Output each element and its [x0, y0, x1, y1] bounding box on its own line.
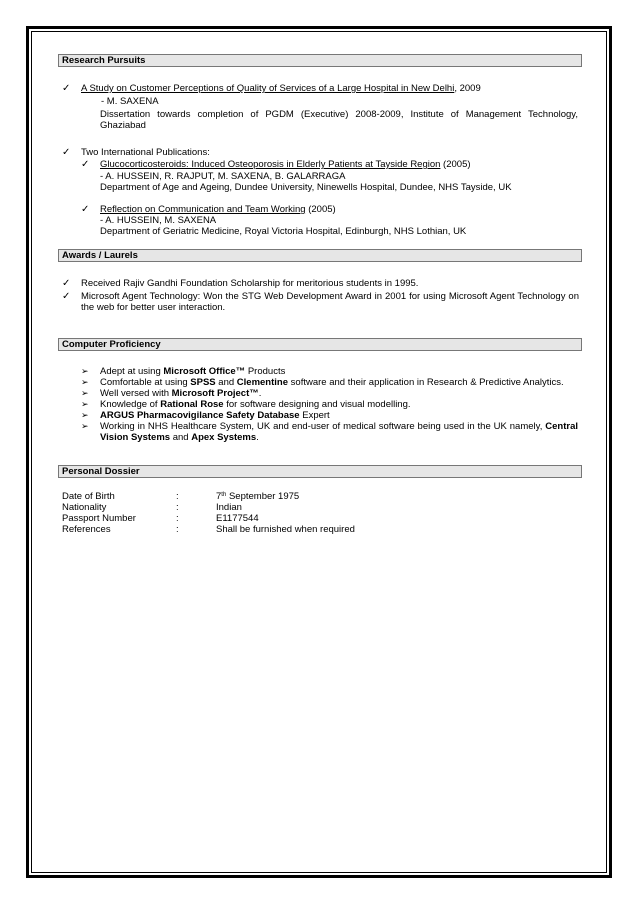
computer-item-3: Well versed with Microsoft Project™.: [100, 388, 262, 399]
dob-label: Date of Birth: [62, 491, 115, 502]
study-author: - M. SAXENA: [101, 96, 159, 107]
arrow-bullet-icon: ➢: [81, 388, 89, 398]
publication-1-title-line: [100, 159, 471, 170]
arrow-bullet-icon: ➢: [81, 410, 89, 420]
personal-dossier-header: Personal Dossier: [58, 465, 582, 478]
international-publications-label: Two International Publications:: [81, 147, 210, 158]
passport-colon: :: [176, 513, 179, 524]
publication-2-year: (2005): [305, 204, 336, 215]
checkmark-icon: ✓: [62, 147, 71, 158]
arrow-bullet-icon: ➢: [81, 377, 89, 387]
checkmark-icon: ✓: [62, 278, 71, 289]
dob-colon: :: [176, 491, 179, 502]
nationality-value: Indian: [216, 502, 242, 513]
publication-2-title: Reflection on Communication and Team Working: [100, 204, 306, 215]
study-title-line: [81, 83, 481, 94]
computer-item-1: Adept at using Microsoft Office™ Products: [100, 366, 286, 377]
publication-2-department: Department of Geriatric Medicine, Royal Victoria Hospital, Edinburgh, NHS Lothian, UK: [100, 226, 467, 237]
publication-2-authors: - A. HUSSEIN, M. SAXENA: [100, 215, 217, 226]
nationality-colon: :: [176, 502, 179, 513]
checkmark-icon: ✓: [81, 204, 90, 215]
arrow-bullet-icon: ➢: [81, 399, 89, 409]
publication-2-title-line: [100, 204, 336, 215]
publication-1-title: Glucocorticosteroids: Induced Osteoporosis in Elderly Patients at Tayside Region: [100, 159, 441, 170]
nationality-label: Nationality: [62, 502, 107, 513]
study-year: , 2009: [454, 83, 481, 94]
research-pursuits-header: Research Pursuits: [58, 54, 582, 67]
references-colon: :: [176, 524, 179, 535]
arrow-bullet-icon: ➢: [81, 421, 89, 431]
computer-item-6: Working in NHS Healthcare System, UK and end-user of medical software being used in the UK namely, Central Vision Systems and Apex Systems.: [100, 421, 578, 444]
computer-proficiency-header: Computer Proficiency: [58, 338, 582, 351]
references-value: Shall be furnished when required: [216, 524, 355, 535]
computer-item-4: Knowledge of Rational Rose for software designing and visual modelling.: [100, 399, 411, 410]
award-item-2: Microsoft Agent Technology: Won the STG Web Development Award in 2001 for using Microsoft Agent Technology on the web for better user interaction.: [81, 291, 579, 314]
computer-item-5: ARGUS Pharmacovigilance Safety Database Expert: [100, 410, 330, 421]
checkmark-icon: ✓: [62, 83, 71, 94]
awards-header: Awards / Laurels: [58, 249, 582, 262]
checkmark-icon: ✓: [62, 291, 71, 302]
award-item-1: Received Rajiv Gandhi Foundation Scholarship for meritorious students in 1995.: [81, 278, 419, 289]
checkmark-icon: ✓: [81, 159, 90, 170]
passport-label: Passport Number: [62, 513, 136, 524]
references-label: References: [62, 524, 111, 535]
study-title: A Study on Customer Perceptions of Quality of Services of a Large Hospital in New Delhi: [81, 83, 455, 94]
study-description: Dissertation towards completion of PGDM (Executive) 2008-2009, Institute of Management Technology, Ghaziabad: [100, 109, 578, 132]
publication-1-authors: - A. HUSSEIN, R. RAJPUT, M. SAXENA, B. GALARRAGA: [100, 171, 346, 182]
passport-value: E1177544: [216, 513, 259, 524]
publication-1-year: (2005): [440, 159, 471, 170]
computer-item-2: Comfortable at using SPSS and Clementine software and their application in Research & Predictive Analytics.: [100, 377, 564, 388]
publication-1-department: Department of Age and Ageing, Dundee University, Ninewells Hospital, Dundee, NHS Tayside, UK: [100, 182, 512, 193]
dob-value: 7th September 1975: [216, 491, 300, 502]
arrow-bullet-icon: ➢: [81, 366, 89, 376]
